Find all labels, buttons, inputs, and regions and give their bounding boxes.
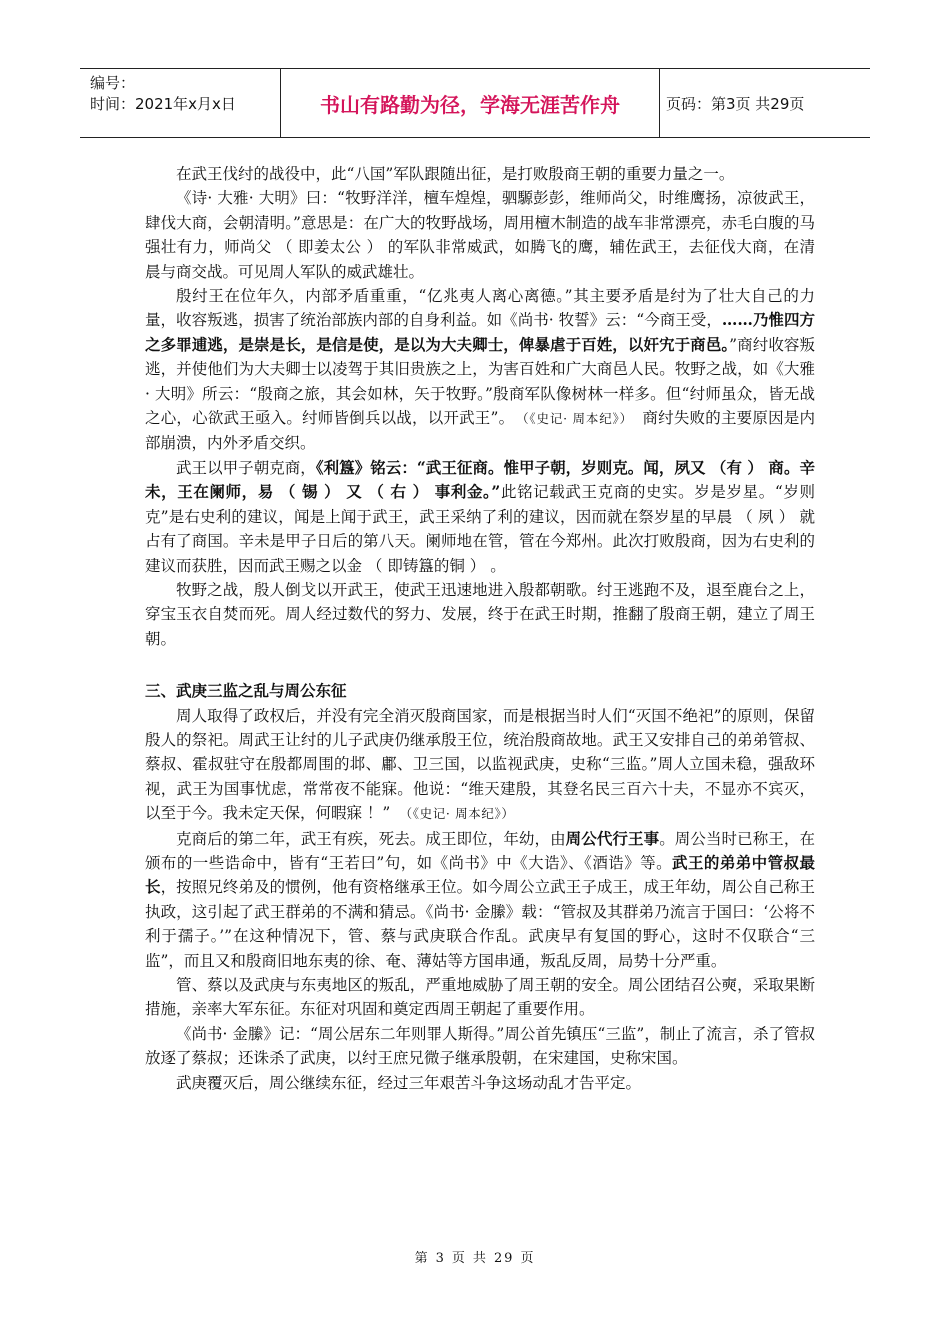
text-run: 商纣失败的主要原因是内部崩溃，内外矛盾交织。	[145, 409, 815, 453]
text-run: 此铭记载武王克商的史实。岁是岁星。“岁则克”是右史利的建议，闻是上闻于武王，武王采纳了利的建议，因而就在祭岁星的早晨 （ 夙 ） 就占有了商国。辛未是甲子日后的第八天。阑师地在管，管在今郑州。此次打败殷商，因为右史利的建议而获胜，因而武王赐之以金 （ 即铸簋的铜 ） 。	[145, 483, 815, 575]
bold-quote: ……乃惟四方之多罪逋逃，是崇是长，是信是使，是以为大夫卿士，俾暴虐于百姓，以奸宄于商邑。	[145, 310, 815, 354]
paragraph: 《尚书· 金縢》记：“周公居东二年则罪人斯得。”周公首先镇压“三监”，制止了流言，杀了管叔放逐了蔡叔；还诛杀了武庚，以纣王庶兄微子继承殷朝，在宋建国，史称宋国。	[145, 1024, 815, 1068]
page-header	[80, 68, 870, 138]
paragraph	[145, 284, 815, 456]
source-citation: （《史记· 周本纪》）	[522, 411, 627, 427]
header-page-info: 页码：第3页 共29页	[666, 94, 805, 113]
paragraph: 牧野之战，殷人倒戈以开武王，使武王迅速地进入殷都朝歌。纣王逃跑不及，退至鹿台之上，穿宝玉衣自焚而死。周人经过数代的努力、发展，终于在武王时期，推翻了殷商王朝，建立了周王朝。	[145, 580, 815, 648]
page-footer: 第 3 页 共 29 页	[414, 1251, 536, 1266]
paragraph	[145, 827, 815, 973]
document-body	[145, 162, 815, 1095]
header-divider	[659, 69, 660, 137]
header-motto: 书山有路勤为径，学海无涯苦作舟	[320, 92, 620, 117]
source-citation: （《史记· 周本纪》）	[405, 806, 515, 822]
text-run: ，按照兄终弟及的惯例，他有资格继承王位。如今周公立武王子成王，成王年幼，周公自己称王执政，这引起了武王群弟的不满和猜忌。《尚书· 金縢》载：“管叔及其群弟乃流言于国曰：‘公将不利于孺子。’”在这种情况下，管、蔡与武庚联合作乱。武庚早有复国的野心，这时不仅联合“三监”，而且又和殷商旧地东夷的徐、奄、薄姑等方国串通，叛乱反周，局势十分严重。	[145, 878, 815, 970]
text-run: 殷纣王在位年久，内部矛盾重重，“亿兆夷人离心离德。”其主要矛盾是纣为了壮大自己的力量，收容叛逃，损害了统治部族内部的自身利益。如《尚书· 牧誓》云：“今商王受，	[145, 287, 815, 330]
paragraph	[145, 456, 815, 578]
text-run: ”商纣收容叛逃，并使他们为大夫卿士以凌驾于其旧贵族之上，为害百姓和广大商邑人民。牧野之战，如《大雅· 大明》所云：“殷商之旅，其会如林，矢于牧野。”殷商军队像树林一样多。但“纣师虽众，皆无战之心，心欲武王亟入。纣师皆倒兵以战，以开武王”。	[145, 335, 815, 428]
bold-phrase: 武王的弟弟中管叔最长	[145, 852, 815, 897]
bold-inscription: 《利簋》铭云：“武王征商。惟甲子朝，岁则克。闻，夙又 （有 ） 商。辛未，王在阑师，易 （ 锡 ） 又 （ 右 ） 事利金。”	[145, 457, 815, 502]
text-run: 周人取得了政权后，并没有完全消灭殷商国家，而是根据当时人们“灭国不绝祀”的原则，保留殷人的祭祀。周武王让纣的儿子武庚仍继承殷王位，统治殷商故地。武王又安排自己的弟弟管叔、蔡叔、霍叔驻守在殷都周围的邶、鄘、卫三国，以监视武庚，史称“三监。”周人立国未稳，强敌环视，武王为国事忧虑，常常夜不能寐。他说：“维天建殷，其登名民三百六十夫，不显亦不宾灭，以至于今。我未定天保，何暇寐 ！”	[145, 706, 815, 823]
text-run: 克商后的第二年，武王有疾，死去。成王即位，年幼，由	[176, 829, 566, 848]
header-meta	[90, 73, 280, 115]
paragraph: 武庚覆灭后，周公继续东征，经过三年艰苦斗争这场动乱才告平定。	[176, 1073, 642, 1092]
section-heading: 三、武庚三监之乱与周公东征	[145, 681, 347, 701]
paragraph	[145, 704, 815, 827]
bold-phrase: 周公代行王事	[565, 828, 660, 848]
paragraph: 管、蔡以及武庚与东夷地区的叛乱，严重地威胁了周王朝的安全。周公团结召公奭，采取果断措施，亲率大军东征。东征对巩固和奠定西周王朝起了重要作用。	[145, 976, 815, 1019]
text-run: 。周公当时已称王，在颁布的一些诰命中，皆有“王若曰”句，如《尚书》中《大诰》、《酒诰》等。	[145, 829, 815, 872]
paragraph: 《诗· 大雅· 大明》曰：“牧野洋洋，檀车煌煌，驷騵彭彭，维师尚父，时维鹰扬，凉彼武王，肆伐大商，会朝清明。”意思是：在广大的牧野战场，周用檀木制造的战车非常漂亮，赤毛白腹的马强壮有力，师尚父 （ 即姜太公 ） 的军队非常威武，如腾飞的鹰，辅佐武王，去征伐大商，在清晨与商交战。可见周人军队的威武雄壮。	[145, 189, 815, 281]
document-date: 时间：2021年x月x日	[90, 95, 236, 113]
text-run: 武王以甲子朝克商，	[176, 458, 316, 477]
paragraph: 在武王伐纣的战役中，此“八国”军队跟随出征，是打败殷商王朝的重要力量之一。	[176, 165, 735, 183]
document-number-label: 编号：	[90, 74, 136, 92]
